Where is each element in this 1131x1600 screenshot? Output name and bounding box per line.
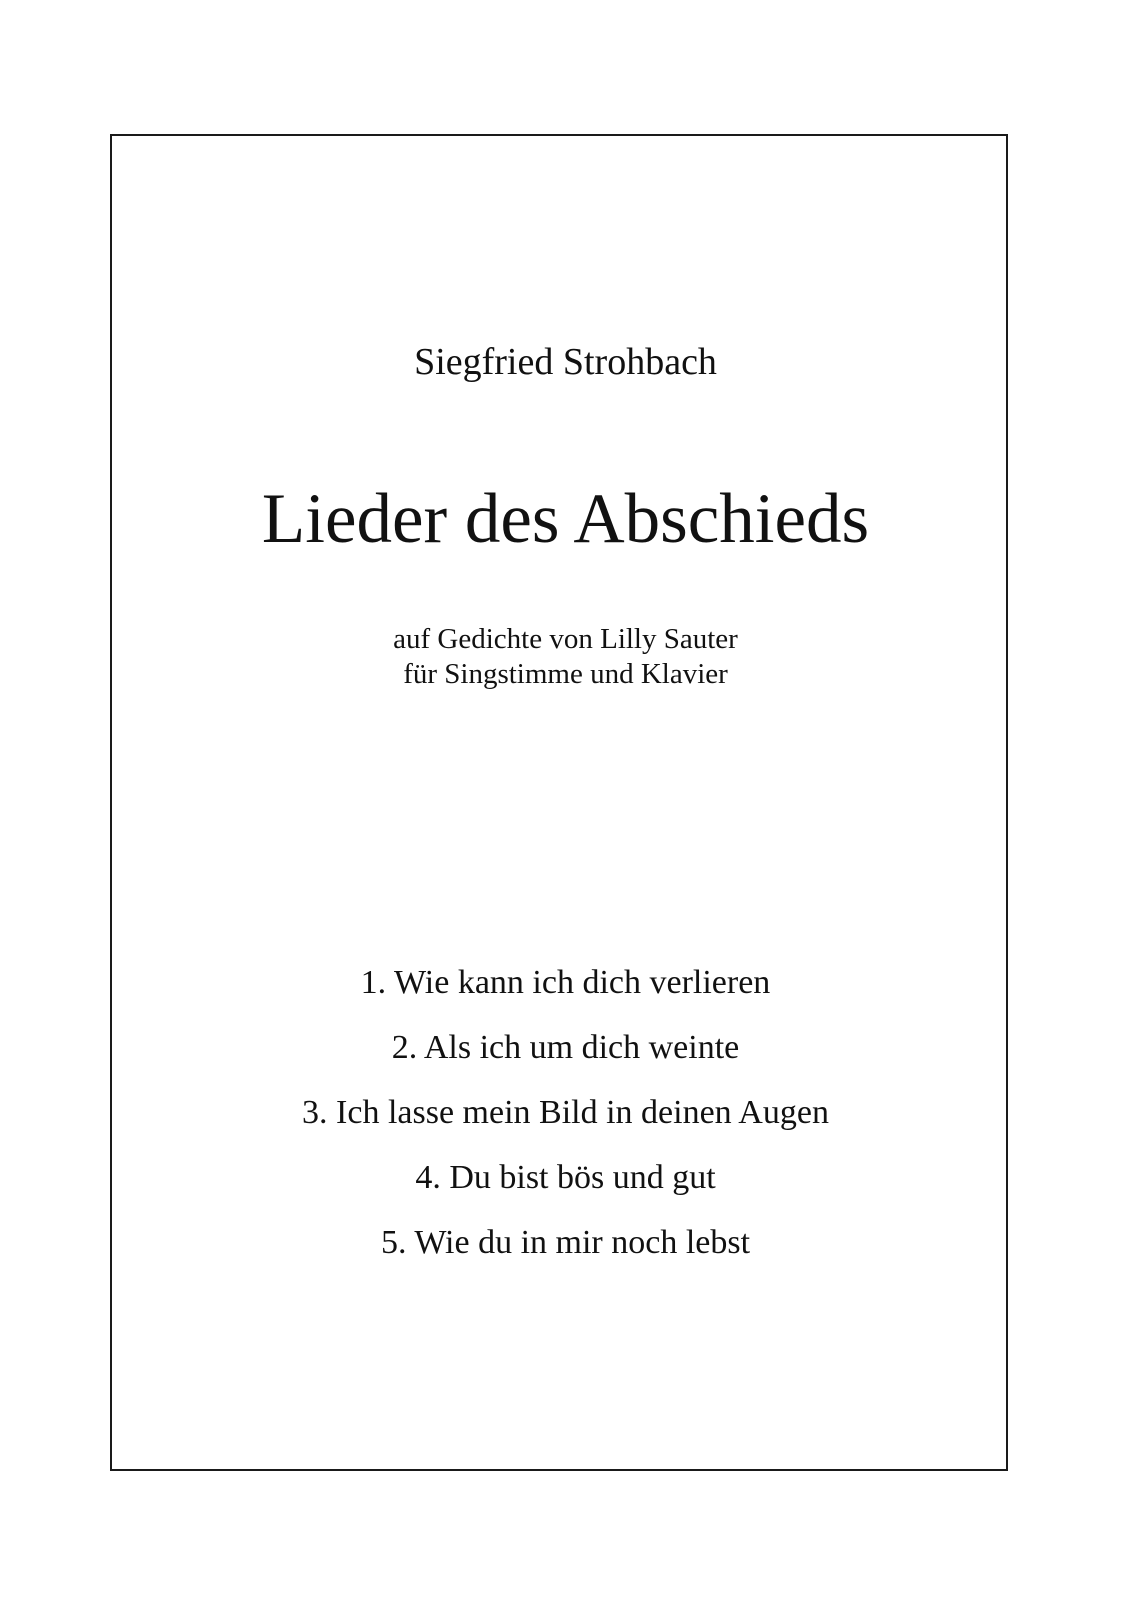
song-list: [0, 958, 1131, 1283]
song-item: 5. Wie du in mir noch lebst: [380, 1224, 751, 1261]
song-item: 1. Wie kann ich dich verlieren: [360, 964, 771, 1001]
song-item: 4. Du bist bös und gut: [415, 1159, 716, 1196]
subtitle: [0, 622, 1131, 692]
page-title: Lieder des Abschieds: [261, 480, 870, 558]
song-item: 2. Als ich um dich weinte: [391, 1029, 740, 1066]
subtitle-line-instrumentation: für Singstimme und Klavier: [403, 658, 728, 690]
song-item: 3. Ich lasse mein Bild in deinen Augen: [302, 1094, 829, 1131]
subtitle-line-poems: auf Gedichte von Lilly Sauter: [393, 623, 738, 655]
composer-name: Siegfried Strohbach: [414, 341, 717, 383]
